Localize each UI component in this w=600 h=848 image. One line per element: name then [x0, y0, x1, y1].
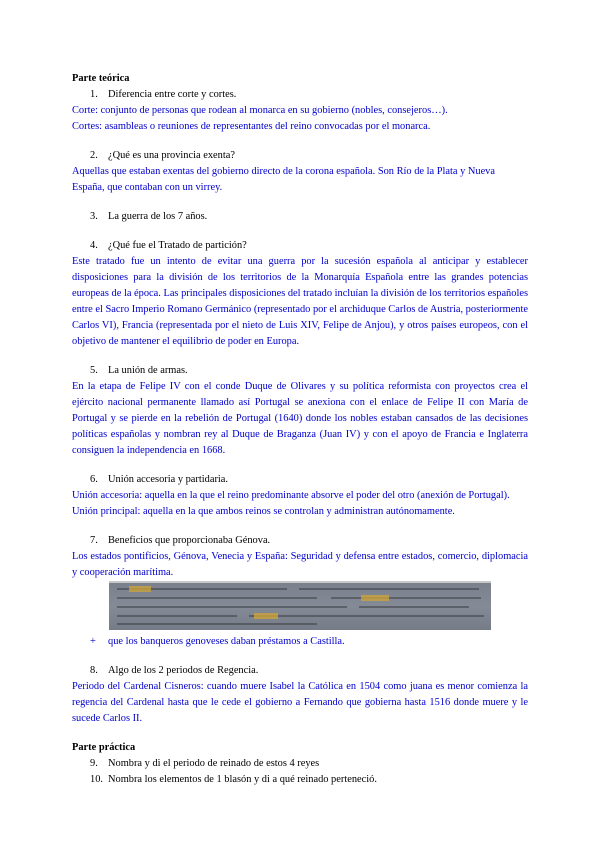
question-4-number: 4. — [90, 240, 98, 251]
practice-heading: Parte práctica — [72, 742, 136, 753]
question-1-text: Diferencia entre corte y cortes. — [108, 89, 237, 100]
question-7 — [72, 533, 528, 549]
question-8 — [72, 663, 528, 679]
question-10 — [72, 772, 528, 788]
answer-4: Este tratado fue un intento de evitar una guerra por la sucesión española al anticipar y establecer disposiciones para la división de los territorios de la Monarquía Española entre las grandes potencias europeas de la época. Las principales disposiciones del tratado incluían la división de los territorios españoles entre el Sacro Imperio Romano Germánico (representado por el archiduque Carlos de Austria, posteriormente Carlos VI), Francia (representada por el nieto de Luis XIV, Felipe de Anjou), y otros países europeos, con el objetivo de mantener el equilibrio de poder en Europa. — [72, 256, 528, 347]
document-page — [72, 71, 528, 788]
answer-2: Aquellas que estaban exentas del gobierno directo de la corona española. Son Río de la Plata y Nueva España, que contaban con un virrey. — [72, 166, 495, 193]
question-2-number: 2. — [90, 150, 98, 161]
theory-heading: Parte teórica — [72, 73, 130, 84]
plus-bullet-icon: + — [90, 636, 96, 647]
answer-8: Periodo del Cardenal Cisneros: cuando muere Isabel la Católica en 1504 como juana es menor comienza la regencia del Cardenal hasta que le cede el gobierno a Fernando que gobierna hasta 1516 donde muere y le sucede Carlos II. — [72, 681, 528, 724]
question-3-text: La guerra de los 7 años. — [108, 211, 208, 222]
question-7-number: 7. — [90, 535, 98, 546]
answer-6-accesoria: Unión accesoria: aquella en la que el reino predominante absorve el poder del otro (anexión de Portugal). — [72, 490, 510, 501]
photo-highlight — [254, 613, 278, 619]
question-3 — [72, 209, 528, 225]
question-2-text: ¿Qué es una provincia exenta? — [108, 150, 235, 161]
question-7-text: Beneficios que proporcionaba Génova. — [108, 535, 271, 546]
question-8-number: 8. — [90, 665, 98, 676]
answer-7: Los estados pontificios, Génova, Venecia y España: Seguridad y defensa entre estados, comercio, diplomacia y cooperación marítima. — [72, 551, 528, 578]
question-10-number: 10. — [90, 774, 103, 785]
question-4-text: ¿Qué fue el Tratado de partición? — [108, 240, 247, 251]
question-6-text: Unión accesoria y partidaria. — [108, 474, 229, 485]
question-5-text: La unión de armas. — [108, 365, 188, 376]
question-4 — [72, 238, 528, 254]
question-5-number: 5. — [90, 365, 98, 376]
question-1-number: 1. — [90, 89, 98, 100]
question-9-number: 9. — [90, 758, 98, 769]
question-8-text: Algo de los 2 periodos de Regencia. — [108, 665, 259, 676]
answer-1-cortes: Cortes: asambleas o reuniones de representantes del reino convocadas por el monarca. — [72, 121, 431, 132]
question-9 — [72, 756, 528, 772]
bullet-item — [72, 634, 528, 650]
question-2 — [72, 148, 528, 164]
question-10-text: Nombra los elementos de 1 blasón y di a qué reinado perteneció. — [108, 774, 377, 785]
question-1 — [72, 87, 528, 103]
question-6-number: 6. — [90, 474, 98, 485]
question-5 — [72, 363, 528, 379]
answer-1-corte: Corte: conjunto de personas que rodean al monarca en su gobierno (nobles, consejeros…). — [72, 105, 448, 116]
answer-6-principal: Unión principal: aquella en la que ambos reinos se controlan y administran autónomamente. — [72, 506, 455, 517]
question-6 — [72, 472, 528, 488]
photo-highlight — [361, 595, 389, 601]
textbook-photo-image — [109, 581, 491, 630]
question-9-text: Nombra y di el periodo de reinado de estos 4 reyes — [108, 758, 320, 769]
photo-highlight — [129, 586, 151, 592]
answer-5: En la etapa de Felipe IV con el conde Duque de Olivares y su política reformista con proyectos crea el ejército nacional permanente llamado así Portugal se anexiona con el enlace de Felipe II con María de Portugal y se pierde en la rebelión de Portugal (1640) donde los nobles estaban cansados de las decisiones políticas españolas y nombran rey al Duque de Braganza (Juan IV) y con el apoyo de Francia e Inglaterra consiguen la independencia en 1668. — [72, 381, 528, 456]
bullet-text: que los banqueros genoveses daban préstamos a Castilla. — [108, 636, 345, 647]
question-3-number: 3. — [90, 211, 98, 222]
